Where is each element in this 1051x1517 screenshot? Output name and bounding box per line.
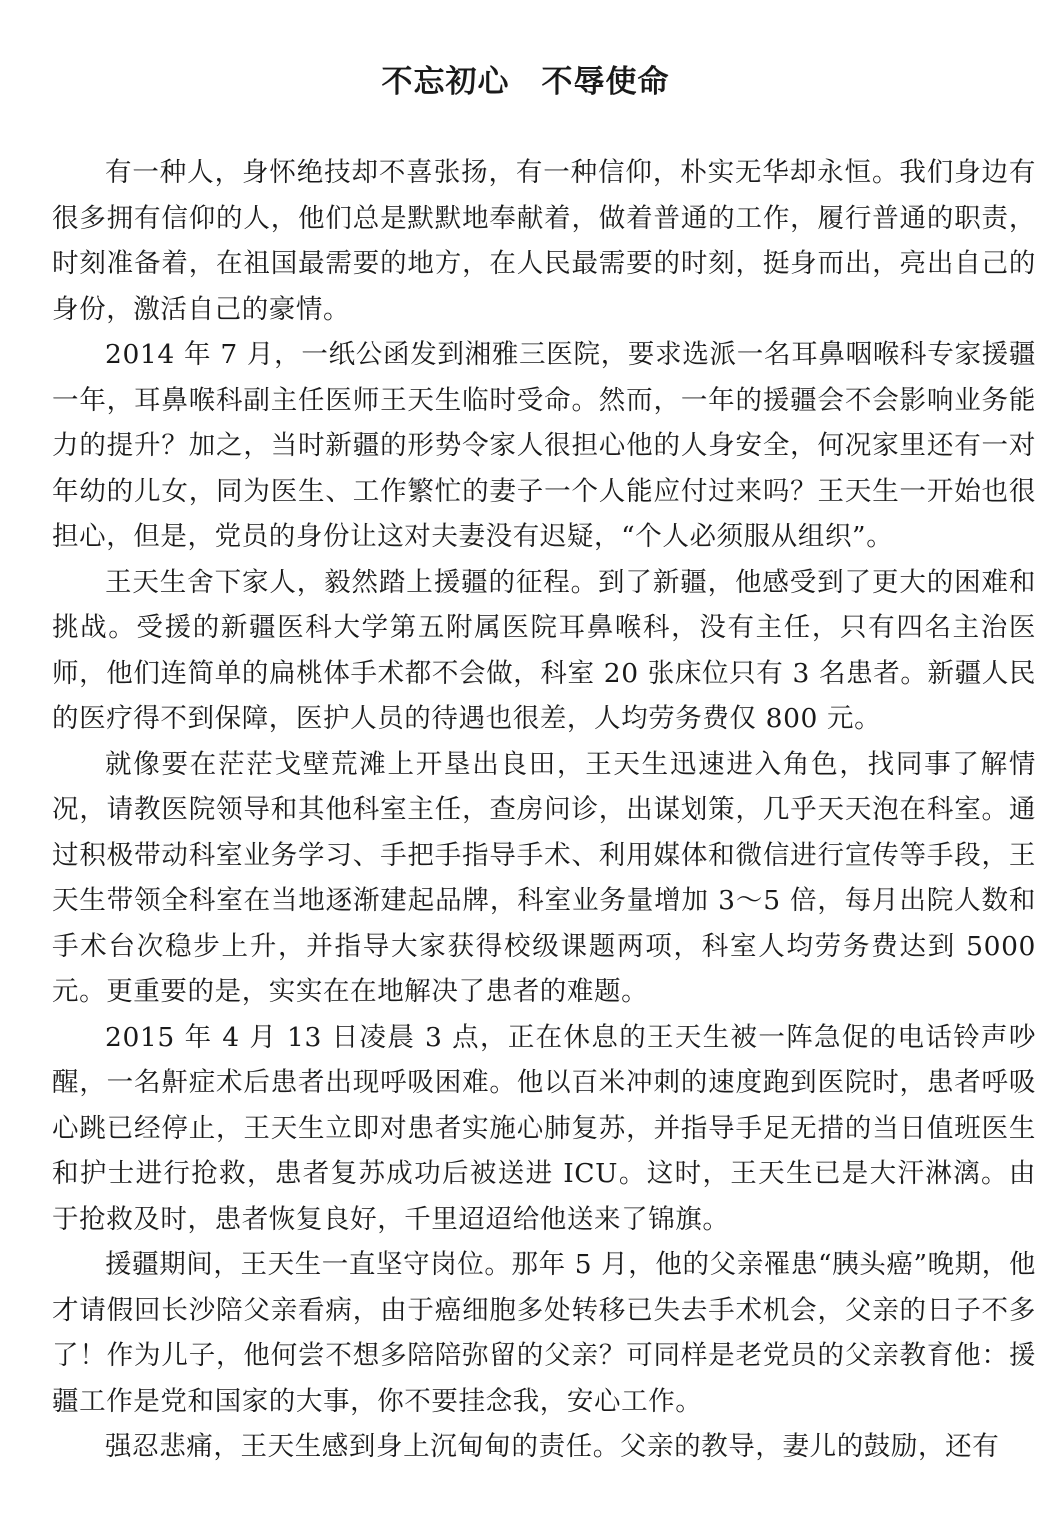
paragraph-5: 2015 年 4 月 13 日凌晨 3 点，正在休息的王天生被一阵急促的电话铃声吵醒，一名鼾症术后患者出现呼吸困难。他以百米冲刺的速度跑到医院时，患者呼吸心跳已经停止，王天生立即对患者实施心肺复苏，并指导手足无措的当日值班医生和护士进行抢救，患者复苏成功后被送进 ICU。这时，王天生已是大汗淋漓。由于抢救及时，患者恢复良好，千里迢迢给他送来了锦旗。 xyxy=(52,1021,1036,1235)
article-body xyxy=(52,150,1036,1470)
paragraph-4: 就像要在茫茫戈壁荒滩上开垦出良田，王天生迅速进入角色，找同事了解情况，请教医院领导和其他科室主任，查房问诊，出谋划策，几乎天天泡在科室。通过积极带动科室业务学习、手把手指导手术、利用媒体和微信进行宣传等手段，王天生带领全科室在当地逐渐建起品牌，科室业务量增加 3～5 倍，每月出院人数和手术台次稳步上升，并指导大家获得校级课题两项，科室人均劳务费达到 5000 元。更重要的是，实实在在地解决了患者的难题。 xyxy=(52,748,1036,1007)
paragraph-2: 2014 年 7 月，一纸公函发到湘雅三医院，要求选派一名耳鼻咽喉科专家援疆一年，耳鼻喉科副主任医师王天生临时受命。然而，一年的援疆会不会影响业务能力的提升？加之，当时新疆的形势令家人很担心他的人身安全，何况家里还有一对年幼的儿女，同为医生、工作繁忙的妻子一个人能应付过来吗？王天生一开始也很担心，但是，党员的身份让这对夫妻没有迟疑，“个人必须服从组织”。 xyxy=(52,339,1036,552)
paragraph-7: 强忍悲痛，王天生感到身上沉甸甸的责任。父亲的教导，妻儿的鼓励，还有 xyxy=(105,1431,1000,1462)
paragraph-6: 援疆期间，王天生一直坚守岗位。那年 5 月，他的父亲罹患“胰头癌”晚期，他才请假回长沙陪父亲看病，由于癌细胞多处转移已失去手术机会，父亲的日子不多了！作为儿子，他何尝不想多陪陪弥留的父亲？可同样是老党员的父亲教育他：援疆工作是党和国家的大事，你不要挂念我，安心工作。 xyxy=(52,1249,1037,1417)
article-title: 不忘初心 不辱使命 xyxy=(381,64,670,100)
paragraph-3: 王天生舍下家人，毅然踏上援疆的征程。到了新疆，他感受到了更大的困难和挑战。受援的新疆医科大学第五附属医院耳鼻喉科，没有主任，只有四名主治医师，他们连简单的扁桃体手术都不会做，科室 20 张床位只有 3 名患者。新疆人民的医疗得不到保障，医护人员的待遇也很差，人均劳务费仅 800 元。 xyxy=(52,566,1036,734)
paragraph-1: 有一种人，身怀绝技却不喜张扬，有一种信仰，朴实无华却永恒。我们身边有很多拥有信仰的人，他们总是默默地奉献着，做着普通的工作，履行普通的职责，时刻准备着，在祖国最需要的地方，在人民最需要的时刻，挺身而出，亮出自己的身份，激活自己的豪情。 xyxy=(52,157,1036,325)
